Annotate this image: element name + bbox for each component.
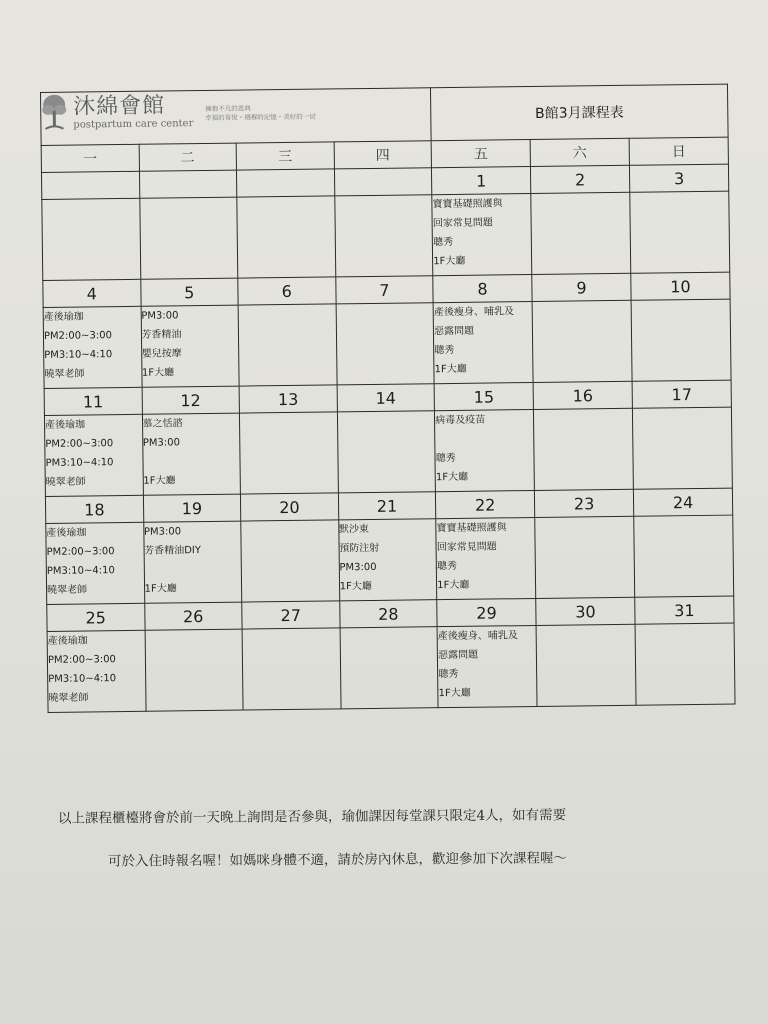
- date-number: 23: [535, 489, 634, 517]
- course-calendar: [40, 84, 736, 713]
- course-line: 產後瑜珈: [43, 311, 84, 323]
- date-number: 19: [143, 494, 241, 522]
- course-line: 惡露問題: [438, 649, 479, 662]
- date-number: 5: [140, 278, 238, 306]
- course-cell: [337, 411, 436, 493]
- date-number: 16: [533, 381, 632, 409]
- date-number: 26: [144, 602, 242, 630]
- date-number: 3: [629, 164, 728, 192]
- weekday-header: 日: [629, 137, 728, 165]
- date-number: 22: [436, 490, 535, 518]
- course-cell: [238, 304, 337, 386]
- course-line: 1F大廳: [144, 583, 177, 595]
- date-number: [237, 169, 335, 197]
- course-line: 1F大廳: [433, 255, 466, 268]
- event-row: [43, 299, 731, 388]
- course-cell: [635, 623, 735, 705]
- header-row: [41, 84, 729, 145]
- course-cell: [44, 414, 143, 496]
- course-line: 回家常見問題: [432, 217, 493, 230]
- course-line: 聰秀: [435, 452, 456, 465]
- slogan-line-2: 幸福的喜悅・襁褓的記憶・美好的一切: [205, 112, 316, 122]
- weekday-header: 三: [236, 142, 334, 170]
- course-cell: [47, 630, 146, 712]
- weekday-header: 二: [139, 143, 237, 171]
- course-cell: [630, 191, 730, 273]
- weekday-header: 一: [41, 144, 139, 172]
- course-line: PM3:10~4:10: [44, 349, 113, 361]
- course-cell: [631, 299, 731, 381]
- course-line: 產後瑜珈: [47, 635, 88, 647]
- course-line: 惡露問題: [434, 325, 475, 338]
- course-line: 產後瘦身、哺乳及: [433, 306, 514, 319]
- brand-slogan: [205, 104, 316, 123]
- date-number: 27: [242, 601, 340, 629]
- footer-note-line-1: 以上課程櫃檯將會於前一天晚上詢問是否參與，瑜伽課因每堂課只限定4人，如有需要: [57, 807, 567, 827]
- weekday-header: 六: [530, 138, 629, 166]
- date-number: 9: [532, 273, 631, 301]
- date-number: 10: [631, 272, 730, 300]
- date-number: 11: [44, 387, 142, 415]
- tree-logo-icon: [41, 93, 67, 133]
- course-cell: [632, 407, 732, 489]
- course-line: 聰秀: [436, 560, 458, 573]
- course-line: 曉翠老師: [48, 692, 89, 704]
- course-cell: [46, 522, 145, 604]
- course-line: [144, 560, 241, 580]
- course-line: PM3:10~4:10: [45, 457, 114, 469]
- course-line: PM3:00: [339, 561, 377, 574]
- course-cell: [242, 628, 341, 710]
- course-cell: [534, 408, 634, 490]
- course-line: PM2:00~3:00: [45, 438, 114, 450]
- course-line: 1F大廳: [437, 579, 470, 592]
- course-cell: [143, 521, 242, 603]
- course-line: PM2:00~3:00: [46, 546, 115, 558]
- date-number: 14: [337, 384, 435, 412]
- course-line: PM3:10~4:10: [46, 565, 115, 577]
- course-line: 曉翠老師: [45, 476, 86, 488]
- course-cell: [145, 629, 244, 711]
- course-line: PM2:00~3:00: [47, 654, 116, 666]
- date-number: 24: [633, 488, 732, 516]
- course-cell: [437, 625, 537, 707]
- course-line: [435, 429, 533, 449]
- course-line: 產後瑜珈: [45, 419, 86, 431]
- course-cell: [531, 192, 631, 274]
- date-number: 8: [433, 275, 532, 303]
- course-line: 曉翠老師: [44, 368, 85, 380]
- date-number: [139, 170, 237, 198]
- course-cell: [634, 515, 734, 597]
- course-line: 曉翠老師: [47, 584, 88, 596]
- course-cell: [141, 305, 240, 387]
- course-cell: [42, 198, 141, 280]
- course-line: 嬰兒按摩: [141, 348, 182, 360]
- course-cell: [535, 516, 635, 598]
- course-line: 1F大廳: [141, 367, 175, 379]
- weekday-header: 四: [334, 141, 432, 169]
- course-line: PM3:10~4:10: [48, 673, 117, 685]
- schedule-title: B館3月課程表: [431, 84, 728, 141]
- brand-logo: [41, 88, 431, 133]
- date-number: 6: [238, 277, 336, 305]
- course-line: 芳香精油: [141, 329, 182, 341]
- course-line: 聰秀: [438, 668, 459, 681]
- course-cell: [240, 412, 339, 494]
- course-cell: [43, 306, 142, 388]
- brand-text: [73, 94, 193, 130]
- course-cell: [241, 520, 340, 602]
- course-line: 寶寶基礎照護與: [432, 198, 503, 211]
- event-row: [47, 623, 735, 712]
- date-number: 28: [339, 600, 437, 628]
- course-line: 寶寶基礎照護與: [436, 522, 507, 535]
- date-number: 2: [531, 165, 630, 193]
- course-line: 預防注射: [339, 542, 380, 555]
- course-line: 產後瑜珈: [46, 527, 87, 539]
- date-number: 29: [437, 598, 536, 626]
- weekday-header: 五: [431, 140, 530, 168]
- date-number: 13: [239, 385, 337, 413]
- course-line: PM2:00~3:00: [43, 330, 113, 342]
- date-number: 1: [432, 167, 531, 195]
- course-line: PM3:00: [141, 310, 179, 322]
- date-number: 20: [241, 493, 339, 521]
- course-line: 產後瘦身、哺乳及: [437, 630, 518, 643]
- schedule-sheet: [40, 84, 736, 713]
- course-cell: [536, 624, 636, 706]
- course-line: 聰秀: [434, 344, 455, 357]
- date-number: 4: [43, 279, 141, 307]
- date-number: 21: [338, 492, 436, 520]
- date-number: [41, 171, 139, 199]
- course-line: 病毒及疫苗: [435, 414, 486, 427]
- date-number: 17: [632, 380, 731, 408]
- course-line: 1F大廳: [143, 475, 176, 487]
- date-number: 30: [536, 597, 635, 625]
- course-cell: [237, 196, 336, 278]
- date-number: 7: [335, 276, 433, 304]
- brand-name: 沐綿會館: [73, 92, 166, 120]
- course-cell: [435, 409, 535, 491]
- date-number: 25: [47, 603, 145, 631]
- course-cell: [142, 413, 241, 495]
- event-row: [44, 407, 732, 496]
- course-line: 默沙東: [338, 524, 370, 536]
- course-line: 聰秀: [432, 236, 454, 249]
- course-cell: [338, 519, 437, 601]
- date-number: 18: [45, 495, 143, 523]
- course-line: 1F大廳: [438, 687, 471, 700]
- course-line: [143, 452, 240, 472]
- course-line: 1F大廳: [434, 363, 467, 376]
- course-line: 慕之恬諮: [142, 418, 183, 430]
- course-cell: [334, 195, 433, 277]
- date-number: [334, 168, 432, 196]
- date-number: 31: [635, 596, 734, 624]
- course-cell: [532, 300, 632, 382]
- course-line: 1F大廳: [339, 580, 372, 593]
- event-row: [42, 191, 730, 280]
- course-cell: [139, 197, 238, 279]
- course-line: 1F大廳: [435, 471, 469, 484]
- course-line: PM3:00: [143, 526, 182, 538]
- logo-cell: [41, 88, 432, 146]
- course-cell: [436, 517, 536, 599]
- date-number: 12: [142, 386, 240, 414]
- course-line: PM3:00: [142, 437, 181, 449]
- event-row: [46, 515, 734, 604]
- course-cell: [336, 303, 435, 385]
- course-line: 回家常見問題: [436, 541, 497, 554]
- brand-english-name: postpartum care center: [73, 117, 194, 131]
- course-cell: [433, 302, 533, 384]
- course-line: 芳香精油DIY: [144, 545, 201, 557]
- footer-note-line-2: 可於入住時報名喔！如媽咪身體不適，請於房內休息，歡迎參加下次課程喔～: [107, 850, 568, 870]
- slogan-line-1: 擁抱不凡的恩典: [205, 104, 251, 113]
- course-cell: [432, 194, 532, 276]
- course-cell: [340, 627, 439, 709]
- date-number: 15: [434, 382, 533, 410]
